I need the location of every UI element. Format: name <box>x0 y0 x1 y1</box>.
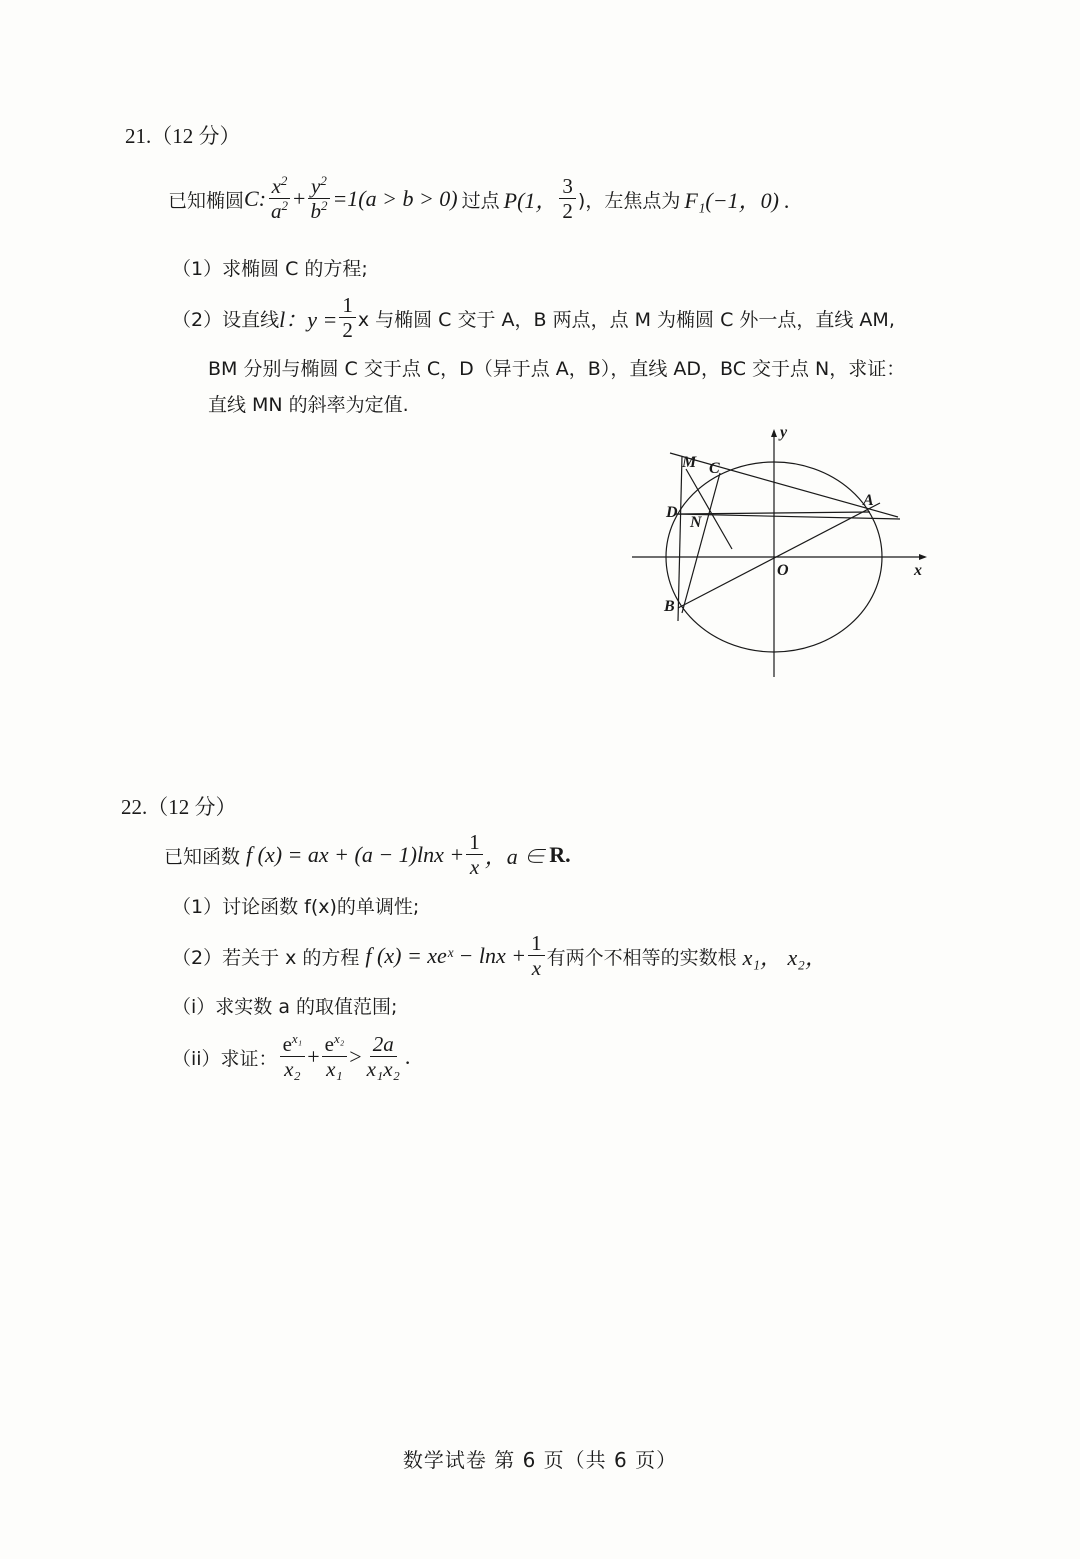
ellipse-figure <box>630 425 940 687</box>
q22-stem-prefix: 已知函数 <box>164 845 241 868</box>
label-D: D <box>666 504 678 521</box>
label-A: A <box>863 492 874 509</box>
q22-part2-suffix: 有两个不相等的实数根 <box>546 946 737 969</box>
q21-stem: 已知椭圆 C: $\frac{x^2}{a^2}$ + $\frac{y^2}{b^2}$ =1(a > b > 0) 过点 P(1， $\frac{3}{2}$ )，左焦点为 F₁(−1，0) . <box>168 173 790 224</box>
q21-point-label: P(1， <box>503 187 558 213</box>
q21-part2-line2: BM 分别与椭圆 C 交于点 C，D（异于点 A，B），直线 AD，BC 交于点 N，求证： <box>208 358 906 380</box>
q22-part2-prefix: （2）若关于 x 的方程 <box>172 946 360 969</box>
x-axis-arrow <box>919 554 927 560</box>
fraction-1-x: $\frac{1}{x}$ <box>466 831 483 879</box>
q22-stem <box>164 826 571 884</box>
q22-sub-ii-label: （ii）求证： <box>172 1047 278 1070</box>
label-C: C <box>709 460 720 477</box>
fraction-3-2: $\frac{3}{2}$ <box>559 175 576 223</box>
q22-real-set: R. <box>549 842 571 867</box>
label-N: N <box>690 514 702 531</box>
label-B: B <box>664 598 675 615</box>
label-y: y <box>780 425 788 441</box>
q21-eq-rhs: =1(a > b > 0) <box>332 186 458 211</box>
fraction-ex1-x2: $\frac{e^{x_1}}{\text{x₂}}$ <box>280 1032 306 1081</box>
fraction-2a-x1x2: $\frac{2a}{\text{x₁x₂}}$ <box>366 1031 400 1081</box>
fraction-1-2: $\frac{1}{2}$ <box>339 294 356 342</box>
line-horizontal <box>676 514 900 519</box>
q21-ellipse-name: C: <box>244 186 267 211</box>
label-O: O <box>777 562 789 579</box>
q21-part2-line3: 直线 MN 的斜率为定值. <box>208 394 409 416</box>
q21-stem-prefix: 已知椭圆 <box>168 189 245 212</box>
q22-func: f (x) = ax + (a − 1)lnx + <box>246 842 465 867</box>
q21-part2-line: l：y = <box>279 306 338 332</box>
page-footer: 数学试卷 第 6 页（共 6 页） <box>402 1448 678 1472</box>
q21-focus: F₁(−1，0) . <box>684 187 790 213</box>
q22-part2 <box>172 928 827 984</box>
q21-number: 21.（12 分） <box>125 124 241 148</box>
q22-number: 22.（12 分） <box>121 795 237 819</box>
q21-part2-after: x 与椭圆 C 交于 A，B 两点，点 M 为椭圆 C 外一点，直线 AM, <box>357 308 895 331</box>
q21-part2-prefix: （2）设直线 <box>172 308 280 331</box>
label-x: x <box>914 562 922 579</box>
line-AB <box>678 503 880 608</box>
q21-part2 <box>172 290 895 346</box>
q22-sub-i: （i）求实数 a 的取值范围; <box>172 996 398 1018</box>
q22-roots: x₁， x₂， <box>742 944 827 970</box>
q21-through-text: 过点 <box>461 189 500 212</box>
q22-stem-suffix: ，a ∈ <box>484 843 546 869</box>
fraction-x2-a2: $\frac{x^2}{a^2}$ <box>268 174 291 223</box>
q22-part2-eq: f (x) = xeˣ − lnx + <box>365 943 527 968</box>
fraction-y2-b2: $\frac{y^2}{b^2}$ <box>307 174 330 223</box>
q22-part1: （1）讨论函数 f(x)的单调性; <box>172 896 420 918</box>
q22-sub-ii: （ii）求证： $\frac{e^{x_1}}{\text{x₂}}$ + $\frac{e^{x_2}}{\text{x₁}}$ > $\frac{2a}{\text{x₁x₂}}$ . <box>172 1031 411 1082</box>
q21-part1: （1）求椭圆 C 的方程; <box>172 258 368 280</box>
q22-ineq-end: . <box>404 1044 411 1069</box>
label-M: M <box>682 454 697 471</box>
fraction-1-x-2: $\frac{1}{x}$ <box>528 932 545 980</box>
y-axis-arrow <box>771 429 777 437</box>
line-MB <box>678 456 682 621</box>
fraction-ex2-x1: $\frac{e^{x_2}}{\text{x₁}}$ <box>322 1032 348 1081</box>
q21-point-close: )，左焦点为 <box>577 189 681 212</box>
